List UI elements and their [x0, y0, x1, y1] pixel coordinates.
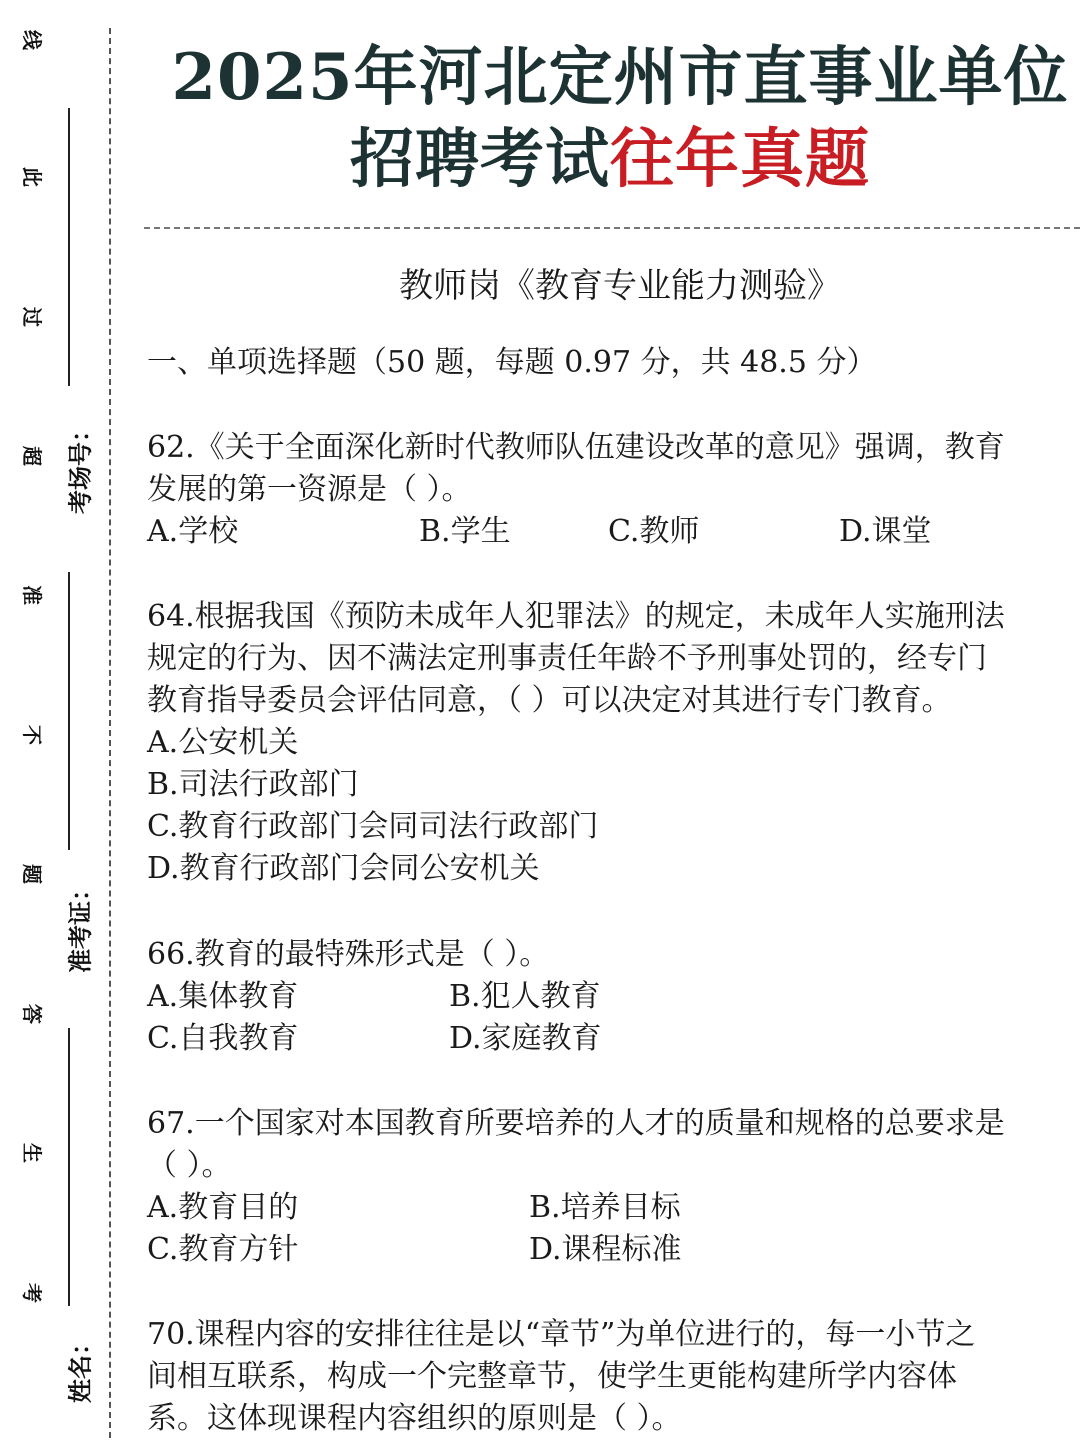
question-64 [147, 596, 1047, 890]
subject-title: 教师岗《教育专业能力测验》 [399, 266, 841, 306]
question-text-line: （ ）。 [147, 1148, 232, 1183]
option-d[interactable]: D.课程标准 [529, 1232, 682, 1267]
margin-char: 答 [20, 1004, 44, 1024]
question-text-line: 规定的行为、因不满法定刑事责任年龄不予刑事处罚的，经专门 [147, 641, 987, 676]
margin-char: 过 [20, 307, 44, 327]
option-d[interactable]: D.课堂 [839, 514, 932, 549]
write-line [68, 1028, 70, 1306]
title-red-part: 往年真题 [610, 122, 870, 197]
write-line [68, 108, 70, 386]
options-row [147, 1229, 1047, 1271]
options-row [147, 1018, 1047, 1060]
margin-char: 题 [20, 864, 44, 884]
option-b[interactable]: B.培养目标 [529, 1190, 681, 1225]
margin-char: 考 [20, 1283, 44, 1303]
options-row [147, 1187, 1047, 1229]
option-d[interactable]: D.家庭教育 [449, 1021, 602, 1056]
page-title-line1: 2025年河北定州市直事业单位 [171, 40, 1069, 115]
option-a[interactable]: A.公安机关 [147, 725, 299, 760]
write-line [68, 572, 70, 850]
option-c[interactable]: C.教育行政部门会同司法行政部门 [147, 809, 599, 844]
question-62 [147, 427, 1047, 553]
question-text-line: 间相互联系，构成一个完整章节，使学生更能构建所学内容体 [147, 1359, 957, 1394]
page-title-line2 [130, 122, 1080, 198]
option-a[interactable]: A.学校 [147, 514, 239, 549]
cut-line [109, 28, 111, 1438]
question-67 [147, 1103, 1047, 1271]
options-row [147, 511, 1047, 553]
question-text-line: 67.一个国家对本国教育所要培养的人才的质量和规格的总要求是 [147, 1106, 1005, 1141]
option-c[interactable]: C.自我教育 [147, 1021, 299, 1056]
question-text-line: 66.教育的最特殊形式是（ ）。 [147, 937, 550, 972]
title-dark-part: 招聘考试 [350, 122, 610, 197]
margin-char: 不 [20, 725, 44, 745]
question-text-line: 70.课程内容的安排往往是以“章节”为单位进行的，每一小节之 [147, 1317, 976, 1352]
option-b[interactable]: B.司法行政部门 [147, 767, 359, 802]
question-text-line: 62.《关于全面深化新时代教师队伍建设改革的意见》强调，教育 [147, 430, 1005, 465]
question-text-line: 系。这体现课程内容组织的原则是（ ）。 [147, 1401, 682, 1436]
option-a[interactable]: A.集体教育 [147, 979, 299, 1014]
question-text-line: 教育指导委员会评估同意，（ ）可以决定对其进行专门教育。 [147, 683, 952, 718]
option-b[interactable]: B.犯人教育 [449, 979, 601, 1014]
options-row [147, 976, 1047, 1018]
margin-char: 准 [20, 585, 44, 605]
option-c[interactable]: C.教师 [608, 514, 700, 549]
margin-char: 此 [20, 167, 44, 187]
header-divider [144, 227, 1080, 229]
question-text-line: 发展的第一资源是（ ）。 [147, 472, 472, 507]
question-66 [147, 934, 1047, 1060]
option-b[interactable]: B.学生 [419, 514, 511, 549]
margin-char: 超 [20, 446, 44, 466]
option-c[interactable]: C.教育方针 [147, 1232, 299, 1267]
section-heading: 一、单项选择题（50 题，每题 0.97 分，共 48.5 分） [147, 345, 877, 380]
margin-char: 生 [20, 1143, 44, 1163]
question-70 [147, 1314, 1047, 1440]
option-a[interactable]: A.教育目的 [147, 1190, 299, 1225]
option-d[interactable]: D.教育行政部门会同公安机关 [147, 851, 540, 886]
margin-char: 线 [20, 30, 44, 50]
question-text-line: 64.根据我国《预防未成年人犯罪法》的规定，未成年人实施刑法 [147, 599, 1005, 634]
